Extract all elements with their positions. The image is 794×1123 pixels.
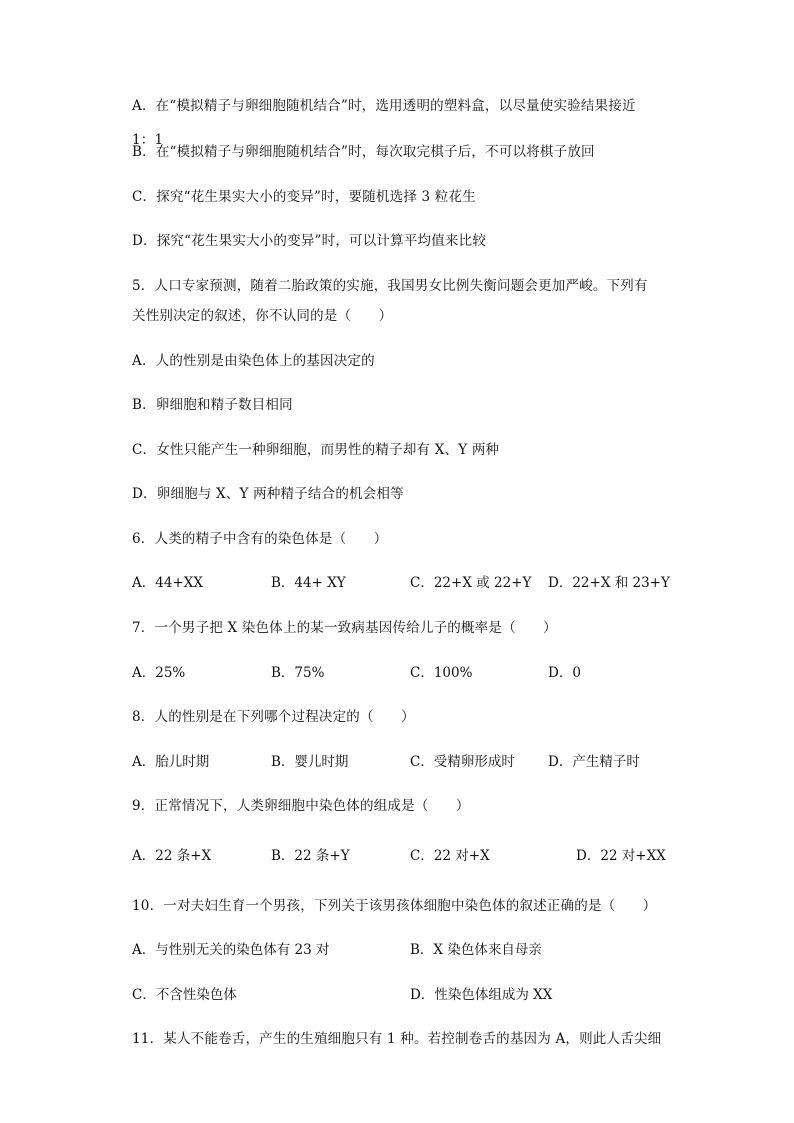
- q4-option-a-line2: 1：1: [132, 132, 164, 148]
- q7-option-a: A．25%: [132, 665, 186, 681]
- q6-option-b: B．44+ XY: [271, 575, 346, 591]
- q4-option-d: D．探究“花生果实大小的变异”时，可以计算平均值来比较: [132, 233, 487, 249]
- q4-option-a-line1: A．在“模拟精子与卵细胞随机结合”时，选用透明的塑料盒，以尽量使实验结果接近: [132, 98, 636, 114]
- q7-option-c: C．100%: [410, 665, 473, 681]
- q6-option-a: A．44+XX: [132, 575, 203, 591]
- q9-option-c: C．22 对+X: [410, 848, 490, 864]
- q8-option-c: C．受精卵形成时: [410, 754, 515, 770]
- q5-stem-line2: 关性别决定的叙述，你不认同的是（ ）: [132, 308, 393, 324]
- q7-option-d: D．0: [548, 665, 581, 681]
- q5-option-a: A．人的性别是由染色体上的基因决定的: [132, 353, 375, 369]
- q10-option-a: A．与性别无关的染色体有 23 对: [132, 942, 330, 958]
- q6-option-d: D．22+X 和 23+Y: [548, 575, 670, 591]
- q11-stem-line1: 11．某人不能卷舌，产生的生殖细胞只有 1 种。若控制卷舌的基因为 A，则此人舌尖细: [132, 1031, 662, 1047]
- q7-option-b: B．75%: [271, 665, 325, 681]
- q10-stem: 10．一对夫妇生育一个男孩，下列关于该男孩体细胞中染色体的叙述正确的是（ ）: [132, 898, 657, 914]
- q4-option-c: C．探究“花生果实大小的变异”时，要随机选择 3 粒花生: [132, 189, 476, 205]
- q8-option-b: B．婴儿时期: [271, 754, 349, 770]
- q9-option-d: D．22 对+XX: [576, 848, 666, 864]
- q5-option-d: D．卵细胞与 X、Y 两种精子结合的机会相等: [132, 486, 404, 502]
- q8-option-a: A．胎儿时期: [132, 754, 210, 770]
- q5-option-b: B．卵细胞和精子数目相同: [132, 397, 293, 413]
- q6-stem: 6．人类的精子中含有的染色体是（ ）: [132, 531, 388, 547]
- q9-option-b: B．22 条+Y: [271, 848, 350, 864]
- q9-stem: 9．正常情况下，人类卵细胞中染色体的组成是（ ）: [132, 798, 470, 814]
- q8-stem: 8．人的性别是在下列哪个过程决定的（ ）: [132, 709, 415, 725]
- q6-option-c: C．22+X 或 22+Y: [410, 575, 532, 591]
- q10-option-c: C．不含性染色体: [132, 987, 237, 1003]
- q9-option-a: A．22 条+X: [132, 848, 212, 864]
- q8-option-d: D．产生精子时: [548, 754, 640, 770]
- q4-option-b: B．在“模拟精子与卵细胞随机结合”时，每次取完棋子后，不可以将棋子放回: [132, 144, 595, 160]
- q10-option-d: D．性染色体组成为 XX: [410, 987, 553, 1003]
- q5-stem-line1: 5．人口专家预测，随着二胎政策的实施，我国男女比例失衡问题会更加严峻。下列有: [132, 278, 648, 294]
- q7-stem: 7．一个男子把 X 染色体上的某一致病基因传给儿子的概率是（ ）: [132, 620, 557, 636]
- q10-option-b: B．X 染色体来自母亲: [410, 942, 542, 958]
- q5-option-c: C．女性只能产生一种卵细胞，而男性的精子却有 X、Y 两种: [132, 442, 500, 458]
